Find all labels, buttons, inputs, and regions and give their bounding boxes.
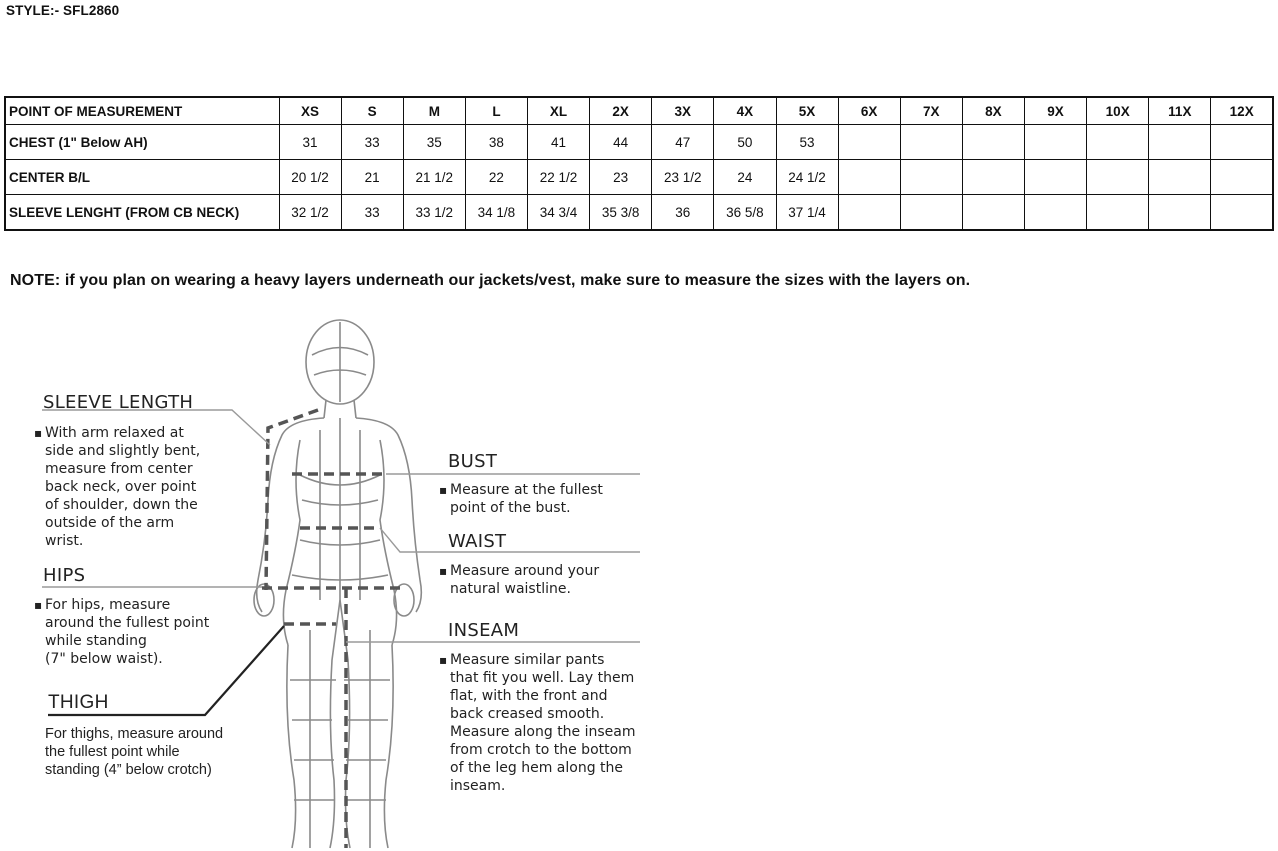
text-line: of the leg hem along the [450, 760, 624, 776]
body-outline-illustration [254, 320, 421, 848]
waist-description [450, 562, 599, 598]
text-line: from crotch to the bottom [450, 742, 632, 758]
table-cell: 33 1/2 [403, 195, 465, 231]
hips-description [45, 596, 209, 668]
table-cell [1025, 160, 1087, 195]
table-cell [962, 195, 1024, 231]
table-row-sleeve [5, 195, 1273, 231]
header-cell: 3X [652, 97, 714, 125]
text-line: around the fullest point [45, 615, 210, 631]
text-line: ▪ Measure around your [450, 563, 600, 579]
table-cell [1087, 125, 1149, 160]
table-cell: 34 1/8 [465, 195, 527, 231]
note-text: NOTE: if you plan on wearing a heavy layers underneath our jackets/vest, make sure to measure the sizes with the layers on. [10, 272, 971, 289]
header-cell: XL [528, 97, 590, 125]
table-header-row [5, 97, 1273, 125]
table-cell: 20 1/2 [279, 160, 341, 195]
table-cell: 33 [341, 195, 403, 231]
text-line: wrist. [45, 533, 84, 549]
header-cell: 4X [714, 97, 776, 125]
header-cell: 11X [1149, 97, 1211, 125]
table-cell: 35 [403, 125, 465, 160]
table-cell [900, 125, 962, 160]
text-line: natural waistline. [450, 581, 571, 597]
table-cell [1211, 125, 1273, 160]
table-cell [1149, 160, 1211, 195]
text-line: ▪ For hips, measure [45, 597, 171, 613]
text-line: (7" below waist). [45, 651, 163, 667]
text-line: flat, with the front and [450, 688, 608, 704]
header-cell: 5X [776, 97, 838, 125]
table-cell: 37 1/4 [776, 195, 838, 231]
text-line: back neck, over point [45, 479, 197, 495]
text-line: that fit you well. Lay them [450, 670, 635, 686]
table-cell [838, 160, 900, 195]
header-cell: 8X [962, 97, 1024, 125]
table-cell [838, 125, 900, 160]
text-line: inseam. [450, 778, 506, 794]
table-cell: 22 1/2 [528, 160, 590, 195]
table-cell: 47 [652, 125, 714, 160]
table-cell [900, 160, 962, 195]
thigh-description [45, 725, 223, 779]
table-cell [1149, 125, 1211, 160]
header-cell: 10X [1087, 97, 1149, 125]
text-line: while standing [45, 633, 147, 649]
inseam-heading: INSEAM [448, 620, 520, 641]
header-cell: 9X [1025, 97, 1087, 125]
row-label: CENTER B/L [5, 160, 279, 195]
style-label: STYLE:- SFL2860 [6, 3, 120, 18]
text-line: of shoulder, down the [45, 497, 198, 513]
header-cell: 6X [838, 97, 900, 125]
table-cell [1087, 160, 1149, 195]
table-cell: 36 5/8 [714, 195, 776, 231]
header-cell: 12X [1211, 97, 1273, 125]
text-line: the fullest point while [45, 744, 180, 760]
bust-heading: BUST [448, 451, 498, 472]
hips-heading: HIPS [43, 565, 86, 586]
bust-description [450, 481, 603, 517]
text-line: ▪ Measure at the fullest [450, 482, 603, 498]
table-cell: 32 1/2 [279, 195, 341, 231]
table-cell: 44 [590, 125, 652, 160]
header-cell: XS [279, 97, 341, 125]
waist-leader-line [380, 528, 640, 552]
table-cell [1211, 160, 1273, 195]
header-cell: POINT OF MEASUREMENT [5, 97, 279, 125]
table-cell: 33 [341, 125, 403, 160]
row-label: SLEEVE LENGHT (FROM CB NECK) [5, 195, 279, 231]
table-cell [1211, 195, 1273, 231]
header-cell: L [465, 97, 527, 125]
header-cell: 7X [900, 97, 962, 125]
size-spec-table [4, 96, 1274, 231]
table-cell [1087, 195, 1149, 231]
table-cell: 23 [590, 160, 652, 195]
table-cell [838, 195, 900, 231]
table-cell: 21 1/2 [403, 160, 465, 195]
header-cell: S [341, 97, 403, 125]
table-cell: 53 [776, 125, 838, 160]
text-line: measure from center [45, 461, 193, 477]
inseam-description [450, 651, 636, 795]
table-cell: 41 [528, 125, 590, 160]
table-cell [900, 195, 962, 231]
table-cell: 38 [465, 125, 527, 160]
text-line: outside of the arm [45, 515, 175, 531]
table-cell: 21 [341, 160, 403, 195]
waist-heading: WAIST [448, 531, 507, 552]
table-cell: 24 1/2 [776, 160, 838, 195]
table-cell [962, 160, 1024, 195]
text-line: Measure along the inseam [450, 724, 636, 740]
text-line: standing (4” below crotch) [45, 762, 212, 778]
text-line: side and slightly bent, [45, 443, 201, 459]
table-cell: 34 3/4 [528, 195, 590, 231]
sleeve-length-heading: SLEEVE LENGTH [43, 392, 194, 413]
table-cell [1025, 125, 1087, 160]
table-cell: 50 [714, 125, 776, 160]
table-cell: 35 3/8 [590, 195, 652, 231]
text-line: ▪ Measure similar pants [450, 652, 605, 668]
text-line: For thighs, measure around [45, 726, 224, 742]
text-line: point of the bust. [450, 500, 571, 516]
table-row-chest [5, 125, 1273, 160]
table-row-center-bl [5, 160, 1273, 195]
table-cell: 22 [465, 160, 527, 195]
table-cell [962, 125, 1024, 160]
table-cell: 36 [652, 195, 714, 231]
header-cell: M [403, 97, 465, 125]
text-line: back creased smooth. [450, 706, 605, 722]
table-cell: 31 [279, 125, 341, 160]
table-cell [1025, 195, 1087, 231]
table-cell [1149, 195, 1211, 231]
table-cell: 24 [714, 160, 776, 195]
table-cell: 23 1/2 [652, 160, 714, 195]
sleeve-length-description [45, 424, 200, 550]
row-label: CHEST (1" Below AH) [5, 125, 279, 160]
header-cell: 2X [590, 97, 652, 125]
text-line: ▪ With arm relaxed at [45, 425, 184, 441]
thigh-heading: THIGH [48, 692, 109, 713]
